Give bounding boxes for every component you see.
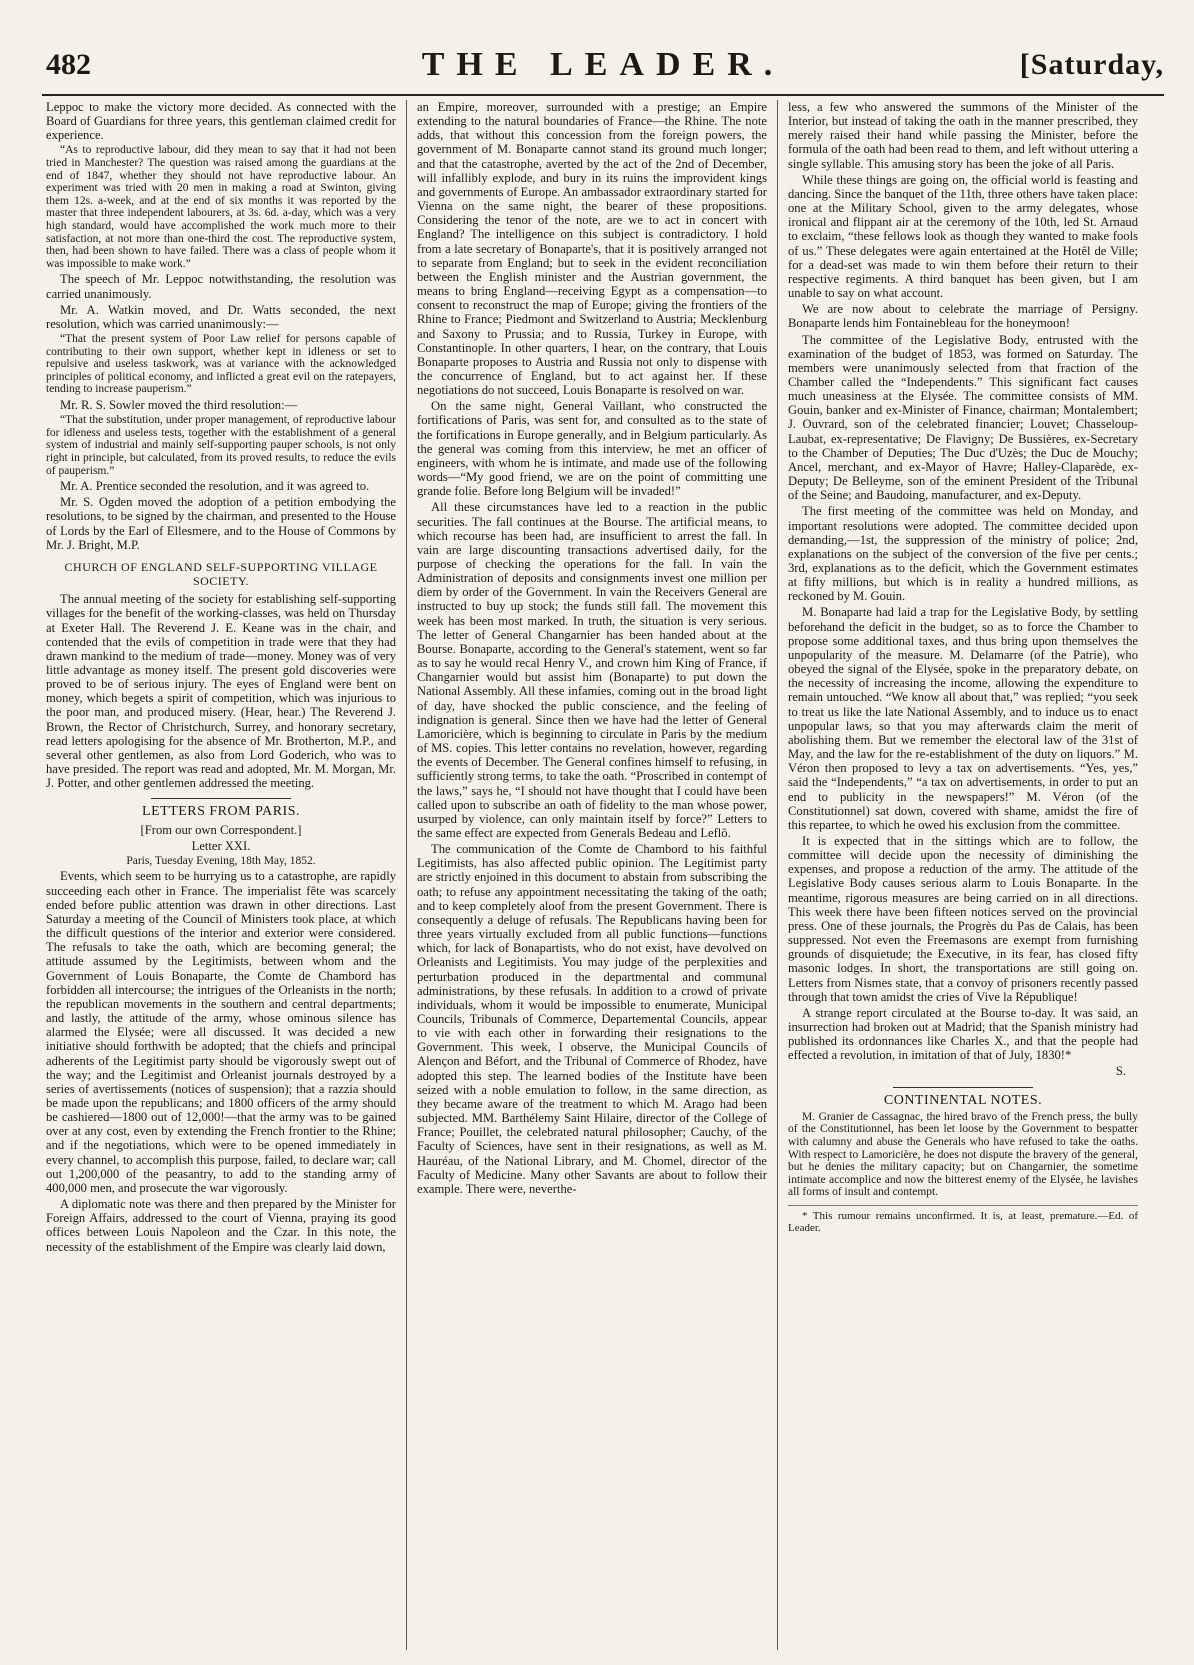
- column-1: [46, 100, 396, 1655]
- section-heading: CONTINENTAL NOTES.: [883, 1092, 1043, 1108]
- signature: S.: [1115, 1064, 1126, 1079]
- paragraph: A strange report circulated at the Bourse to-day. It was said, an insurrection had broken out at Madrid; that the Spanish ministry had published its ordonnances like Charles X., and that the people had effected a revolution, in imitation of that of July, 1830!*: [788, 1005, 1138, 1063]
- paragraph: The annual meeting of the society for establishing self-supporting villages for the benefit of the working-classes, was held on Thursday at Exeter Hall. The Reverend J. E. Keane was in the chair, and contended that the evils of competition in trade were that they had drawn mankind to the medium of trade—money. Money was of very little advantage as money itself. The present gold discoveries were proved to be of serious injury. The eyes of England were bent on money, which begets a spirit of competition, which was injurious to the poor man, and produced misery. (Hear, hear.) The Reverend J. Brown, the Rector of Christchurch, Surrey, and honorary secretary, read letters apologising for the absence of Mr. Brotherton, M.P., and several other gentlemen, as also from Lord Goderich, who was to have presided. The report was read and adopted, Mr. M. Morgan, Mr. J. Potter, and other gentlemen addressed the meeting.: [46, 592, 396, 791]
- quotation: “That the present system of Poor Law relief for persons capable of contributing to their own support, whether kept in idleness or set to repulsive and useless taskwork, was at variance with the acknowledged principles of political economy, and inflicted a great evil on the ratepayers, tending to increase pauperism.”: [46, 333, 396, 396]
- paragraph: The committee of the Legislative Body, entrusted with the examination of the budget of 1853, was formed on Saturday. The members were unanimously selected from that fraction of the Chamber called the “Independents.” This significant fact causes much uneasiness at the Elysée. The committee consists of MM. Gouin, banker and ex-Minister of Finance, chairman; Montalembert; J. Ouvrard, son of the celebrated financier; Louvet; Chasseloup-Laubat, ex-representative; De Flavigny; De Bussières, ex-Secretary to the Chamber of Deputies; The Duc d'Uzès; the Duc de Mouchy; Ancel, merchant, and ex-Mayor of Havre; Halley-Claparède, ex-Deputy; De Belleyme, son of the eminent President of the Tribunal of the Seine; and Baudoing, manufacturer, and ex-Deputy.: [788, 332, 1138, 503]
- quotation: “That the substitution, under proper management, of reproductive labour for idleness and useless tests, together with the establishment of a general system of industrial and mainly self-supporting pauper schools, is not only right in principle, but calculated, from its proved results, to reduce the evils of pauperism.”: [46, 414, 396, 477]
- paragraph: less, a few who answered the summons of the Minister of the Interior, but instead of taking the oath in the manner prescribed, they merely raised their hand while passing the Minister, before the formula of the oath had been read to them, and left without uttering a single syllable. This amusing story has been the joke of all Paris.: [788, 100, 1138, 171]
- quotation: “As to reproductive labour, did they mean to say that it had not been tried in Manchester? The question was raised among the guardians at the end of 1847, whether they should not have reproductive labour. An experiment was tried with 20 men in making a road at Swinton, giving them 12s. a-week, and at the end of six months it was reported by the master that three independent labourers, at 3s. 6d. a-day, which was a very high standard, would have accomplished the work much more to their satisfaction, at not more than one-third the cost. The reproductive system, then, had been shown to have failed. There was a class of people whom it was impossible to make work.”: [46, 144, 396, 270]
- section-heading: LETTERS FROM PARIS.: [142, 804, 300, 820]
- masthead: [42, 42, 1164, 88]
- newspaper-title: THE LEADER.: [421, 46, 785, 83]
- paragraph: Mr. A. Watkin moved, and Dr. Watts seconded, the next resolution, which was carried unanimously:—: [46, 302, 396, 331]
- paragraph: All these circumstances have led to a reaction in the public securities. The fall continues at the Bourse. The artificial means, to which recourse has been had, are insufficient to arrest the fall. In vain are large discounting transactions advertised daily, for the purpose of checking the operations for the fall. In vain the Administration of deposits and consignments invest one million per diem by order of the Government. In vain the Receivers General are instructed to buy up stock; the funds still fall. The movement this week has been most marked. In truth, the situation is very serious. The letter of General Changarnier has been handed about at the Bourse. Bonaparte, according to the General's statement, went so far as to say he would recal Henry V., and crown him King of France, if Changarnier would but assist him (Bonaparte) to put down the National Assembly. All these infamies, coming out in the broad light of day, have shocked the public conscience, and the feeling of indignation is general. Since then we have had the letter of General Lamoricière, which is beginning to circulate in Paris by the medium of MS. copies. This letter contains no revelation, however, regarding the events of December. The General confines himself to refusing, in sufficiently strong terms, to take the oath. “Proscribed in contempt of the laws,” says he, “I should not have thought that I could have been called upon to subscribe an oath of fidelity to the man whose power, usurped by violence, can only maintain itself by force?” Letters to the same effect are expected from Generals Bedeau and Leflô.: [417, 500, 767, 840]
- paragraph: Events, which seem to be hurrying us to a catastrophe, are rapidly succeeding each other in France. The imperialist fête was scarcely ended before public attention was drawn in other directions. Last Saturday a meeting of the Council of Ministers took place, at which the difficult questions of the interior and exterior were considered. The refusals to take the oath, which are becoming general; the attitude assumed by the Legitimists, between whom and the Government of Louis Bonaparte, the Comte de Chambord has forbidden all intercourse; the intrigues of the Orleanists in the north; the republican movements in the southern and central departments; and lastly, the attitude of the army, whose ominous silence has alarmed the Elysée; were all discussed. It was decided a new initiative should forthwith be adopted; that the chiefs and principal adherents of the Legitimist party should be vigorously swept out of the way; and the Legitimist and Orleanist journals destroyed by a series of avertissements (notices of suspension); that a razzia should be made upon the republicans; and 1800 officers of the army should be cashiered—1800 out of 12,000!—that the army was to be gained over at any cost, even by extending the French frontier to the Rhine; and if the negotiations, which were to be opened immediately in every channel, to accomplish this purpose, failed, to declare war; call out 1,200,000 of the peasantry, to add to the standing army of 400,000 men, and prosecute the war vigorously.: [46, 869, 396, 1195]
- divider: [151, 798, 291, 799]
- paragraph: Mr. A. Prentice seconded the resolution, and it was agreed to.: [60, 479, 370, 494]
- paragraph: an Empire, moreover, surrounded with a prestige; an Empire extending to the natural boundaries of France—the Rhine. The note adds, that without this concession from the foreign powers, the government of M. Bonaparte cannot stand its ground much longer; and that the catastrophe, averted by the act of the 2nd of December, will infallibly explode, and bury in its ruins the improvident kings and governments of Europe. An ambassador extraordinary started for Vienna on the same night, the bearer of these propositions. Considering the tenor of the note, are we to act in concert with England? The intelligence on this subject is contradictory. I hold from a late secretary of Bonaparte's, that it is positively arranged not to separate from England; but to seek in the evident reconciliation between the English minister and the Austrian government, the means to bring England—receiving Egypt as a compensation—to consent to reconstruct the map of Europe; giving the frontiers of the Rhine to France; Piedmont and Switzerland to Austria; Mecklenburg and Saxony to Prussia; and to Russia, Turkey in Europe, with Constantinople. In other quarters, I hear, on the contrary, that Louis Bonaparte proposes to Austria and Russia not only to dispense with the concurrence of England, but to act against her. If these negotiations do not succeed, Louis Bonaparte is resolved on war.: [417, 100, 767, 398]
- paragraph: Mr. S. Ogden moved the adoption of a petition embodying the resolutions, to be signed by the chairman, and presented to the House of Lords by the Earl of Ellesmere, and to the House of Commons by Mr. J. Bright, M.P.: [46, 495, 396, 552]
- column-2: [417, 100, 767, 1655]
- paragraph: Mr. R. S. Sowler moved the third resolution:—: [60, 398, 298, 412]
- page-number: 482: [46, 48, 91, 81]
- footnote: * This rumour remains unconfirmed. It is, at least, premature.—Ed. of Leader.: [788, 1205, 1138, 1235]
- masthead-rule: [42, 94, 1164, 96]
- letter-number: Letter XXI.: [191, 838, 251, 853]
- section-heading: CHURCH OF ENGLAND SELF-SUPPORTING VILLAGE SOCIETY.: [64, 559, 378, 589]
- paragraph: A diplomatic note was there and then prepared by the Minister for Foreign Affairs, addressed to the court of Vienna, praying its good offices between Louis Napoleon and the Czar. In this note, the necessity of the establishment of the Empire was clearly laid down,: [46, 1197, 396, 1254]
- column-divider: [406, 100, 407, 1650]
- paragraph: While these things are going on, the official world is feasting and dancing. Since the banquet of the 11th, three others have taken place: one at the Military School, given to the army delegates, whose ironical and flippant air at the ceremony of the 10th, led St. Arnaud to exclaim, “these fellows look as though they wanted to make fools of us.” These delegates were again entertained at the Hotêl de Ville; for a dead-set was made to win them before their return to their respective regiments. A third banquet has been given, but I am unable to say on what account.: [788, 172, 1138, 301]
- column-3: [788, 100, 1138, 1655]
- paragraph: The speech of Mr. Leppoc notwithstanding, the resolution was carried unanimously.: [46, 272, 396, 301]
- divider: [893, 1087, 1033, 1088]
- paragraph: M. Granier de Cassagnac, the hired bravo of the French press, the bully of the Constitutionnel, has been let loose by the Government to bespatter with calumny and abuse the Generals who have refused to take the oaths. With respect to Lamoricière, he does not dispute the bravery of the general, but he denies the military capacity; but on Changarnier, the sometime intimate accomplice and now the bitterest enemy of the Elysée, he lavishes all forms of insult and contempt.: [788, 1110, 1138, 1199]
- column-divider: [777, 100, 778, 1650]
- paragraph: The communication of the Comte de Chambord to his faithful Legitimists, has also affected public opinion. The Legitimist party are strictly enjoined in this document to abstain from subscribing the oath; to refuse any appointment necessitating the taking of the oath; and to keep completely aloof from the present Government. There is consequently a deluge of refusals. The Republicans having been for three years virtually excluded from all public functions—functions which, for lack of Bonapartists, who do not exist, have devolved on Orleanists and Legitimists. You may judge of the perplexities and perturbation produced in the departmental and communal administrations, by these refusals. In addition to a crowd of private individuals, whom it would be impossible to enumerate, Municipal Councils, Tribunals of Commerce, Departemental Councils, appear to vie with each other in forwarding their resignations to the Government. This week, I observe, the Municipal Councils of Alençon and Béfort, and the Tribunal of Commerce of Rhodez, have adopted this step. The learned bodies of the Institute have been seized with a noble emulation to follow, in the same direction, as they became aware of the treatment to which M. Arago had been subjected. MM. Barthélemy Saint Hilaire, director of the College of France; Pouillet, the celebrated natural philosopher; Cauchy, of the Faculty of Sciences, have sent in their resignations, as well as M. Hauréau, of the National Library, and M. Chomel, director of the Faculty of Medicine. Many other Savants are about to follow their example. There were, neverthe-: [417, 842, 767, 1196]
- byline: [From our own Correspondent.]: [140, 822, 302, 837]
- paragraph: The first meeting of the committee was held on Monday, and important resolutions were adopted. The committee decided upon demanding,—1st, the suppression of the ministry of police; 2nd, explanations on the subject of the conversion of the five per cents.; 3rd, explanations as to the deficit, which the Government estimates at fifty millions, but which is in reality a hundred millions, as reckoned by M. Gouin.: [788, 504, 1138, 604]
- paragraph: We are now about to celebrate the marriage of Persigny. Bonaparte lends him Fontainebleau for the honeymoon!: [788, 302, 1138, 331]
- paragraph: Leppoc to make the victory more decided. As connected with the Board of Guardians for three years, this gentleman claimed credit for experience.: [46, 100, 396, 143]
- dateline: Paris, Tuesday Evening, 18th May, 1852.: [126, 854, 316, 867]
- paragraph: On the same night, General Vaillant, who constructed the fortifications of Paris, was sent for, and consulted as to the state of the fortifications in Europe generally, and in Belgium particularly. As the general was coming from this interview, he met an officer of engineers, with whom he is intimate, and made use of the following words—“My good friend, we are on the point of committing une grande folie. Before long Belgium will be invaded!”: [417, 399, 767, 499]
- paragraph: It is expected that in the sittings which are to follow, the committee will decide upon the necessity of diminishing the expenses, and propose a reduction of the army. The attitude of the Legislative Body causes serious alarm to Louis Bonaparte. In the meantime, rigorous measures are being carried on in all directions. This week there have been fifteen notices served on the provincial press. One of these journals, the Progrès du Pas de Calais, has been suppressed. Not even the Freemasons are exempt from furnishing grounds of disquietude; the Executive, in its fear, has closed fifty masonic lodges. In short, the transportations are still going on. Letters from Nismes state, that a convoy of prisoners recently passed through that town amidst the cries of Vive la République!: [788, 833, 1138, 1004]
- day-label: [Saturday,: [1019, 48, 1164, 81]
- paragraph: M. Bonaparte had laid a trap for the Legislative Body, by settling beforehand the deficit in the budget, so as to force the Chamber to propose some additional taxes, and thus bring upon themselves the unpopularity of the measure. M. Delamarre (of the Patrie), who obeyed the signal of the Elysée, spoke in the preparatory debate, on the necessity of increasing the income, allowing the expenditure to remain untouched. “We know all about that,” was replied; “you seek to treat us like the late National Assembly, and to induce us to enact unpopular laws, so that you may afterwards claim the merit of abolishing them. But we remember the electoral law of the 31st of May, and the law for the re-establishment of the duty on liquors.” M. Véron then proposed to levy a tax on advertisements. “Yes, yes,” said the “Independents,” “a tax on advertisements, in order to put an end to publicity in the newspapers!” M. Véron (of the Constitutionnel) sat down, covered with shame, amidst the fire of this repartee, to which he owed his exclusion from the committee.: [788, 605, 1138, 832]
